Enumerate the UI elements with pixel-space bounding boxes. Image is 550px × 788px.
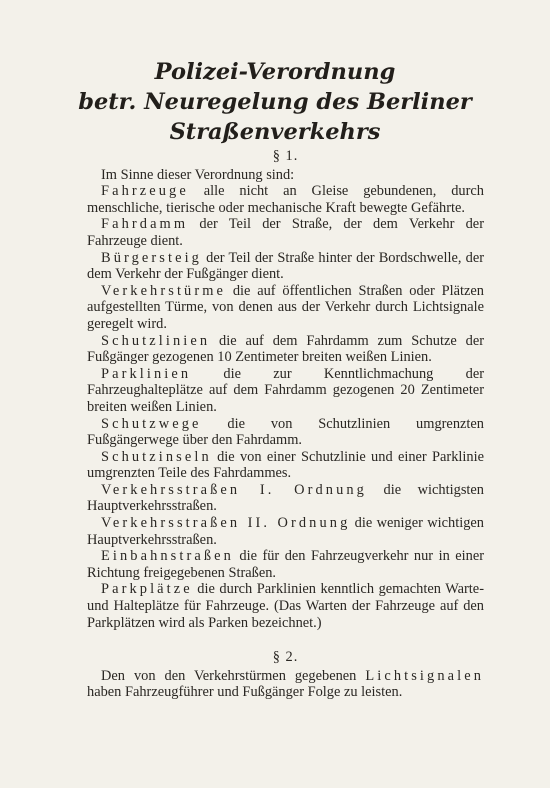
definition-item <box>87 250 484 283</box>
definition-term: Fahrzeuge <box>101 183 189 200</box>
definition-item <box>87 333 484 366</box>
definition-item <box>87 449 484 482</box>
definition-text: die auf öffentlichen Straßen oder Plätzen aufgestellten Türme, von denen aus der Verkehr durch Lichtsignale geregelt wird. <box>87 282 484 332</box>
definition-text: die von Schutzlinien umgrenzten Fußgängerwege über den Fahrdamm. <box>87 415 484 449</box>
definition-text: die weniger wichtigen Hauptverkehrsstraßen. <box>87 515 484 548</box>
definition-item <box>87 366 484 416</box>
section-spacer <box>87 631 484 649</box>
definition-item <box>87 416 484 449</box>
definition-term: Schutzlinien <box>101 332 211 349</box>
definition-item <box>87 482 484 515</box>
title-line-3: Straßenverkehrs <box>169 119 381 145</box>
definition-term: Verkehrsstraßen II. Ordnung <box>101 515 351 532</box>
definition-text: alle nicht an Gleise gebundenen, durch menschliche, tierische oder mechanische Kraft bewegte Gefährte. <box>87 183 484 216</box>
section-2-paragraph <box>87 668 484 701</box>
definition-text: der Teil der Straße, der dem Verkehr der Fahrzeuge dient. <box>87 216 484 249</box>
section-1-intro: Im Sinne dieser Verordnung sind: <box>101 166 295 183</box>
definition-item <box>87 581 484 631</box>
definition-text: die zur Kenntlichmachung der Fahrzeughalteplätze auf dem Fahrdamm gezogenen 20 Zentimeter breiten weißen Linien. <box>87 365 484 415</box>
page-title <box>0 57 550 147</box>
definition-item <box>87 283 484 333</box>
title-line-1: Polizei-Verordnung <box>154 59 396 85</box>
definition-term: Einbahnstraßen <box>101 548 234 565</box>
definition-term: Parklinien <box>101 365 192 382</box>
definition-term: Verkehrsstraßen I. Ordnung <box>101 481 367 498</box>
section-2-term: Lichtsignalen <box>365 667 484 684</box>
definition-text: der Teil der Straße hinter der Bordschwelle, der dem Verkehr der Fußgänger dient. <box>87 249 484 283</box>
definition-term: Schutzwege <box>101 415 202 432</box>
title-line-2: betr. Neuregelung des Berliner <box>78 89 472 115</box>
section-1-heading: § 1. <box>272 148 299 164</box>
section-2-text-before: Den von den Verkehrstürmen gegebenen <box>101 667 366 684</box>
definition-term: Verkehrstürme <box>101 282 227 299</box>
definition-text: die durch Parklinien kenntlich gemachten Warte- und Halteplätze für Fahrzeuge. (Das Warten der Fahrzeuge auf den Parkplätzen wird als Parken bezeichnet.) <box>87 581 484 631</box>
definition-term: Fahrdamm <box>101 216 189 233</box>
definition-term: Schutzinseln <box>101 448 212 465</box>
ordinance-body <box>87 148 484 701</box>
definition-text: die von einer Schutzlinie und einer Parklinie umgrenzten Teile des Fahrdammes. <box>87 448 484 482</box>
definition-term: Bürgersteig <box>101 249 202 266</box>
section-2-heading: § 2. <box>272 649 299 666</box>
definition-item <box>87 216 484 249</box>
definition-item <box>87 548 484 581</box>
definition-item <box>87 515 484 548</box>
definition-text: die wichtigsten Hauptverkehrsstraßen. <box>87 481 484 515</box>
definition-text: die für den Fahrzeugverkehr nur in einer Richtung freigegebenen Straßen. <box>87 548 484 581</box>
definition-text: die auf dem Fahrdamm zum Schutze der Fußgänger gezogenen 10 Zentimeter breiten weißen Linien. <box>87 332 484 366</box>
definition-term: Parkplätze <box>101 581 193 598</box>
definition-item <box>87 183 484 216</box>
section-2-text-after: haben Fahrzeugführer und Fußgänger Folge zu leisten. <box>87 684 403 701</box>
